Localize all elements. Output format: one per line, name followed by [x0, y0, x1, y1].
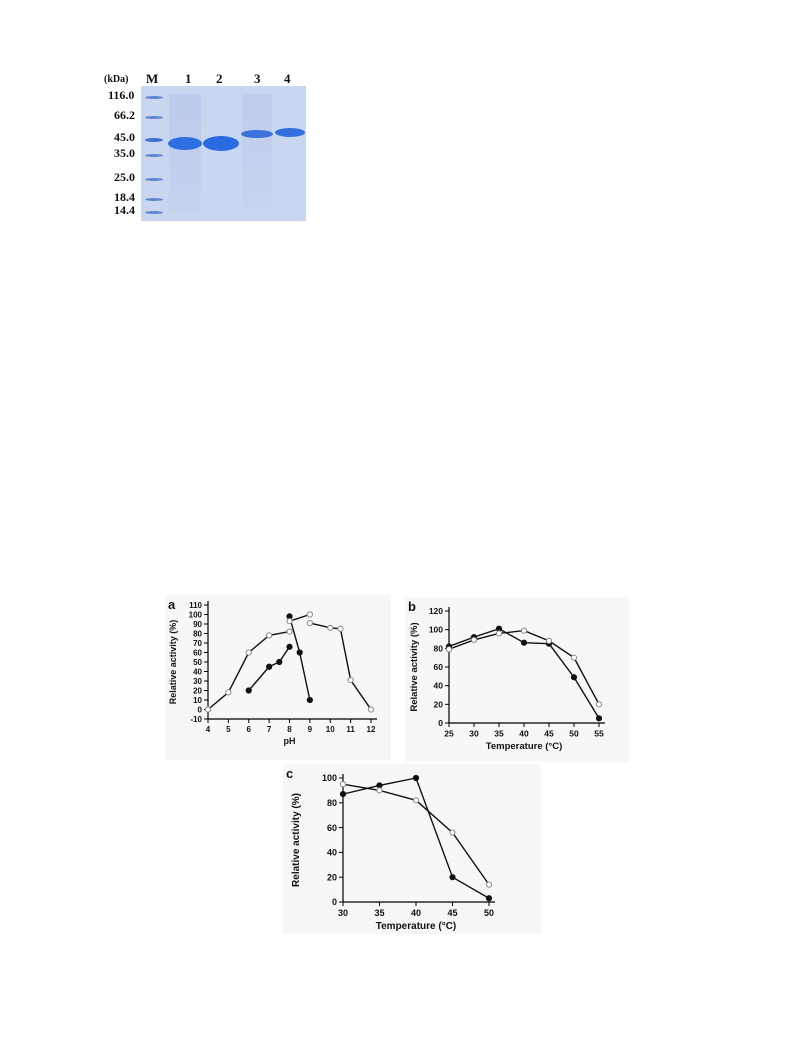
data-point-open [340, 782, 345, 787]
data-point-open [546, 638, 551, 643]
y-tick-label: 80 [326, 797, 337, 808]
x-tick-label: 40 [519, 728, 529, 739]
gel-marker-size: 35.0 [114, 146, 135, 160]
gel-lane-label-marker: M [146, 71, 159, 86]
gel-lane-label-3: 3 [254, 71, 261, 86]
data-point-filled [413, 775, 418, 780]
y-tick-label: 40 [326, 847, 337, 858]
gel-marker-size: 116.0 [108, 88, 135, 102]
x-tick-label: 9 [307, 725, 313, 734]
y-axis-label: Relative activity (%) [409, 622, 420, 712]
data-point-open [446, 647, 451, 652]
data-point-open [471, 637, 476, 642]
y-tick-label: 100 [428, 624, 443, 635]
data-point-open [521, 628, 526, 633]
y-tick-label: 20 [433, 699, 443, 710]
temperature-activity-chart [405, 597, 629, 762]
ladder-band [145, 178, 163, 181]
data-point-open [205, 707, 210, 712]
data-point-filled [571, 675, 576, 680]
data-point-open [368, 707, 373, 712]
gel-marker-size: 45.0 [114, 130, 135, 144]
data-point-filled [277, 659, 282, 664]
x-axis-label: pH [283, 735, 296, 746]
x-tick-label: 5 [226, 725, 231, 734]
y-tick-label: 40 [193, 667, 202, 677]
y-tick-label: 50 [193, 657, 202, 667]
panel-label-c: c [286, 766, 294, 781]
gel-marker-size: 25.0 [114, 170, 135, 184]
lane-4-band [275, 128, 305, 137]
y-tick-label: 0 [438, 717, 443, 728]
data-point-filled [521, 640, 526, 645]
lane-3-band [241, 130, 273, 138]
y-axis-label: Relative activity (%) [168, 619, 178, 705]
lane-1-smear [169, 94, 201, 214]
y-tick-label: 110 [189, 600, 202, 610]
data-point-open [307, 620, 312, 625]
y-axis-label: Relative activity (%) [291, 793, 302, 887]
x-tick-label: 35 [374, 908, 385, 918]
data-point-open [307, 612, 312, 617]
lane-2-band [203, 136, 239, 151]
x-tick-label: 30 [469, 728, 479, 739]
series-line-filled [290, 616, 310, 700]
x-tick-label: 40 [410, 908, 422, 918]
data-point-open [496, 631, 501, 636]
y-tick-label: 40 [433, 680, 443, 691]
chart-panel-a [165, 595, 391, 760]
ladder-band [145, 96, 163, 99]
x-tick-label: 30 [337, 908, 349, 918]
y-tick-label: 60 [433, 661, 443, 672]
data-point-open [338, 626, 343, 631]
y-tick-label: 20 [193, 686, 202, 696]
series-line-open [310, 623, 371, 709]
data-point-open [413, 798, 418, 803]
data-point-filled [297, 650, 302, 655]
data-point-open [348, 677, 353, 682]
x-axis-label: Temperature (°C) [375, 920, 457, 932]
x-tick-label: 50 [569, 728, 579, 739]
data-point-filled [246, 688, 251, 693]
data-point-open [226, 690, 231, 695]
gel-unit-label: (kDa) [104, 74, 129, 85]
ladder-band [145, 116, 163, 119]
y-tick-label: 100 [188, 610, 202, 620]
y-tick-label: 120 [428, 605, 443, 616]
y-tick-label: 0 [197, 705, 202, 715]
ladder-band [145, 154, 163, 157]
y-tick-label: 90 [193, 619, 202, 629]
data-point-filled [377, 783, 382, 788]
data-point-open [450, 830, 455, 835]
ladder-band [145, 211, 163, 214]
gel-lane-label-4: 4 [284, 71, 291, 86]
x-tick-label: 6 [246, 725, 251, 734]
x-tick-label: 45 [544, 728, 554, 739]
data-point-open [246, 650, 251, 655]
y-tick-label: 60 [193, 648, 202, 658]
panel-label-b: b [408, 599, 416, 614]
x-tick-label: 50 [483, 908, 495, 918]
series-line-filled [343, 778, 489, 898]
x-tick-label: 11 [346, 725, 355, 734]
data-point-open [596, 702, 601, 707]
x-tick-label: 8 [287, 725, 292, 734]
y-tick-label: 100 [321, 773, 337, 784]
x-tick-label: 35 [494, 728, 504, 739]
ph-activity-chart [165, 595, 391, 760]
data-point-open [571, 655, 576, 660]
data-point-open [328, 625, 333, 630]
x-tick-label: 10 [325, 725, 335, 734]
series-line-open [208, 632, 290, 710]
x-tick-label: 25 [444, 728, 454, 739]
data-point-filled [340, 792, 345, 797]
y-tick-label: 20 [326, 872, 337, 883]
x-axis-label: Temperature (°C) [485, 740, 563, 752]
ladder-band [145, 198, 163, 201]
series-line-open [290, 615, 310, 622]
y-tick-label: 70 [193, 638, 202, 648]
lane-3-smear [242, 94, 272, 209]
data-point-open [287, 619, 292, 624]
data-point-open [377, 788, 382, 793]
y-tick-label: -10 [190, 714, 202, 724]
ladder-band [145, 138, 163, 142]
x-tick-label: 45 [447, 908, 458, 918]
chart-panel-b [405, 597, 629, 762]
gel-lane-label-2: 2 [216, 71, 223, 86]
gel-marker-size: 14.4 [114, 203, 135, 217]
y-tick-label: 80 [433, 643, 443, 654]
y-tick-label: 60 [326, 822, 337, 833]
x-tick-label: 7 [266, 725, 272, 734]
chart-panel-c [283, 764, 541, 934]
y-tick-label: 10 [193, 695, 202, 705]
y-tick-label: 30 [193, 676, 202, 686]
data-point-filled [307, 697, 312, 702]
data-point-filled [287, 644, 292, 649]
x-tick-label: 55 [594, 728, 604, 739]
sds-page-gel-figure [104, 70, 314, 225]
x-tick-label: 12 [366, 725, 376, 734]
data-point-filled [596, 716, 601, 721]
data-point-open [486, 882, 491, 887]
data-point-filled [486, 896, 491, 901]
x-tick-label: 4 [205, 725, 211, 734]
y-tick-label: 80 [193, 629, 202, 639]
lane-1-band [168, 137, 202, 150]
temperature-stability-chart [283, 764, 541, 934]
data-point-open [267, 633, 272, 638]
data-point-filled [450, 875, 455, 880]
gel-image [141, 86, 306, 221]
data-point-filled [267, 664, 272, 669]
data-point-open [287, 629, 292, 634]
panel-label-a: a [168, 597, 176, 612]
gel-lane-label-1: 1 [185, 71, 192, 86]
gel-marker-size: 18.4 [114, 190, 135, 204]
y-tick-label: 0 [331, 897, 337, 908]
gel-marker-size: 66.2 [114, 108, 135, 122]
